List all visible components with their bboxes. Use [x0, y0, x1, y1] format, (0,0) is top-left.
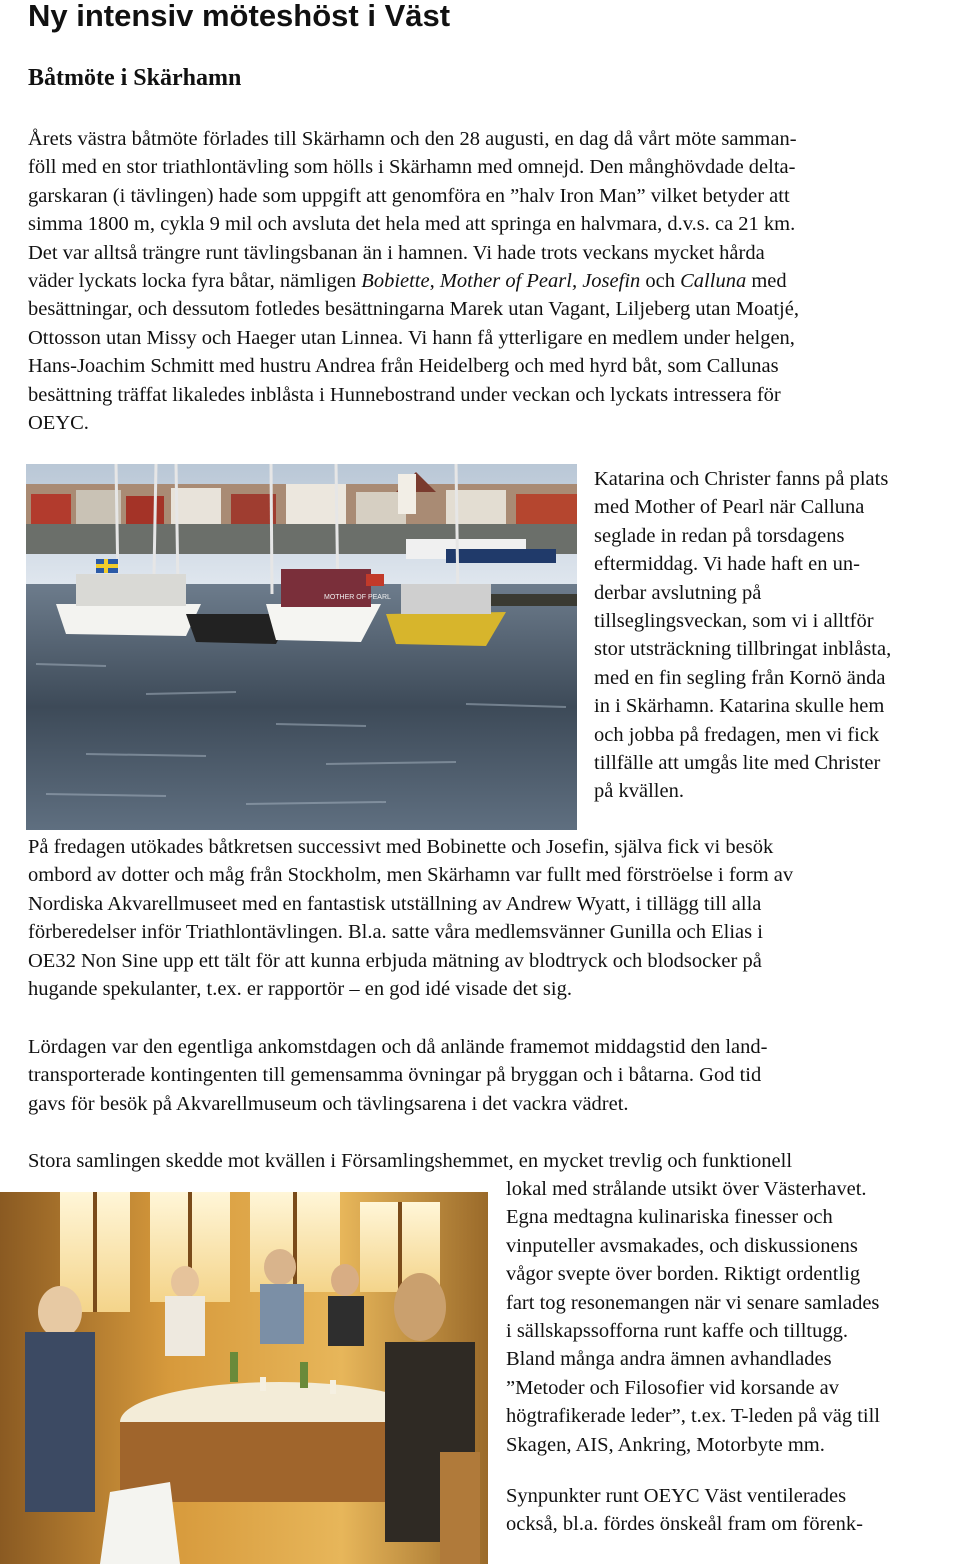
text-line: föll med en stor triathlontävling som hölls i Skärhamn med omnejd. Den månghövdade delta- [28, 156, 796, 179]
text-line-boats [28, 267, 799, 295]
text-line: Synpunkter runt OEYC Väst ventilerades [506, 1485, 847, 1507]
page-title: Ny intensiv möteshöst i Väst [28, 0, 451, 33]
text-line: seglade in redan på torsdagens [594, 524, 845, 547]
friday-paragraph [28, 833, 793, 1003]
text-line: Bland många andra ämnen avhandlades [506, 1348, 832, 1371]
text-line: Lördagen var den egentliga ankomstdagen och då anlände framemot middagstid den land- [28, 1036, 768, 1058]
text-line: ombord av dotter och måg från Stockholm, men Skärhamn var fullt med förströelse i form av [28, 864, 794, 887]
text-line: vinputeller avsmakades, och diskussionens [506, 1234, 858, 1257]
text-line: stor utsträckning tillbringat inblåsta, [594, 638, 892, 661]
text-line: tillfälle att umgås lite med Christer [594, 752, 881, 775]
text-line: in i Skärhamn. Katarina skulle hem [594, 695, 885, 718]
text-line: Årets västra båtmöte förlades till Skärhamn och den 28 augusti, en dag då vårt möte samman- [28, 128, 797, 150]
text-line: besättningar, och dessutom fotledes besättningarna Marek utan Vagant, Liljeberg utan Moatjé, [28, 298, 799, 321]
side-paragraph [594, 465, 891, 806]
text-line: eftermiddag. Vi hade haft en un- [594, 553, 860, 576]
text-line: vågor svepte över borden. Riktigt ordentlig [506, 1263, 861, 1286]
boat-name-italic: Calluna [680, 270, 747, 293]
text-line: OEYC. [28, 412, 89, 435]
text-line: simma 1800 m, cykla 9 mil och avsluta det hela med att springa en halvmara, d.v.s. ca 21 km. [28, 213, 796, 236]
boat-names-italic: Bobiette, Mother of Pearl, Josefin [361, 270, 641, 293]
harbor-photo [26, 464, 577, 830]
text-line: Hans-Joachim Schmitt med hustru Andrea från Heidelberg och med hyrd båt, som Callunas [28, 355, 779, 378]
text-line: Skagen, AIS, Ankring, Motorbyte mm. [506, 1433, 825, 1456]
text-line: Egna medtagna kulinariska finesser och [506, 1206, 833, 1229]
saturday-paragraph [28, 1033, 767, 1118]
text-line: Stora samlingen skedde mot kvällen i Församlingshemmet, en mycket trevlig och funktionell [28, 1150, 793, 1172]
intro-paragraph [28, 125, 799, 437]
text-line: fart tog resonemangen när vi senare samlades [506, 1291, 880, 1314]
text-line: lokal med strålande utsikt över Västerhavet. [506, 1178, 867, 1200]
text-line: med Mother of Pearl när Calluna [594, 496, 865, 519]
gathering-first-line [28, 1147, 792, 1175]
text-line: transporterade kontingenten till gemensamma övningar på bryggan och i båtarna. God tid [28, 1064, 762, 1087]
text-line: i sällskapssofforna runt kaffe och tilltugg. [506, 1320, 848, 1343]
feedback-paragraph [506, 1482, 863, 1539]
text-line: ”Metoder och Filosofier vid korsande av [506, 1376, 840, 1399]
text-line: besättning träffat likaledes inblåsta i Hunnebostrand under veckan och lyckats intressera för [28, 383, 781, 406]
text-run: med [746, 270, 787, 293]
text-line: och jobba på fredagen, men vi fick [594, 723, 880, 746]
text-line: Det var alltså trängre runt tävlingsbanan än i hamnen. Vi hade trots veckans mycket hårda [28, 241, 765, 264]
dinner-photo [0, 1192, 488, 1564]
text-line: på kvällen. [594, 780, 684, 803]
text-line: derbar avslutning på [594, 581, 762, 604]
text-run: och [640, 270, 681, 293]
gathering-paragraph [506, 1175, 880, 1459]
text-line: Katarina och Christer fanns på plats [594, 468, 889, 490]
text-line: högtrafikerade leder”, t.ex. T-leden på väg till [506, 1405, 880, 1428]
text-line: Ottosson utan Missy och Haeger utan Linnea. Vi hann få ytterligare en medlem under helgen, [28, 326, 795, 349]
text-line: också, bl.a. fördes önskeål fram om förenk- [506, 1513, 863, 1536]
text-line: På fredagen utökades båtkretsen successivt med Bobinette och Josefin, själva fick vi besök [28, 836, 774, 858]
text-line: gavs för besök på Akvarellmuseum och tävlingsarena i det vackra vädret. [28, 1092, 629, 1115]
boat-name-label: MOTHER OF PEARL [324, 594, 391, 601]
text-line: tillseglingsveckan, som vi i alltför [594, 610, 874, 633]
text-line: hugande spekulanter, t.ex. er rapportör – en god idé visade det sig. [28, 978, 572, 1001]
text-line: med en fin segling från Kornö ända [594, 666, 886, 689]
text-line: Nordiska Akvarellmuseet med en fantastisk utställning av Andrew Wyatt, i tillägg till alla [28, 892, 762, 915]
text-run: väder lyckats locka fyra båtar, nämligen [28, 270, 362, 293]
text-line: OE32 Non Sine upp ett tält för att kunna erbjuda mätning av blodtryck och blodsocker på [28, 949, 762, 972]
text-line: garskaran (i tävlingen) hade som uppgift att genomföra en ”halv Iron Man” vilket betyder att [28, 184, 790, 207]
section-heading: Båtmöte i Skärhamn [28, 65, 242, 91]
text-line: förberedelser inför Triathlontävlingen. Bl.a. satte våra medlemsvänner Gunilla och Elias i [28, 921, 763, 944]
